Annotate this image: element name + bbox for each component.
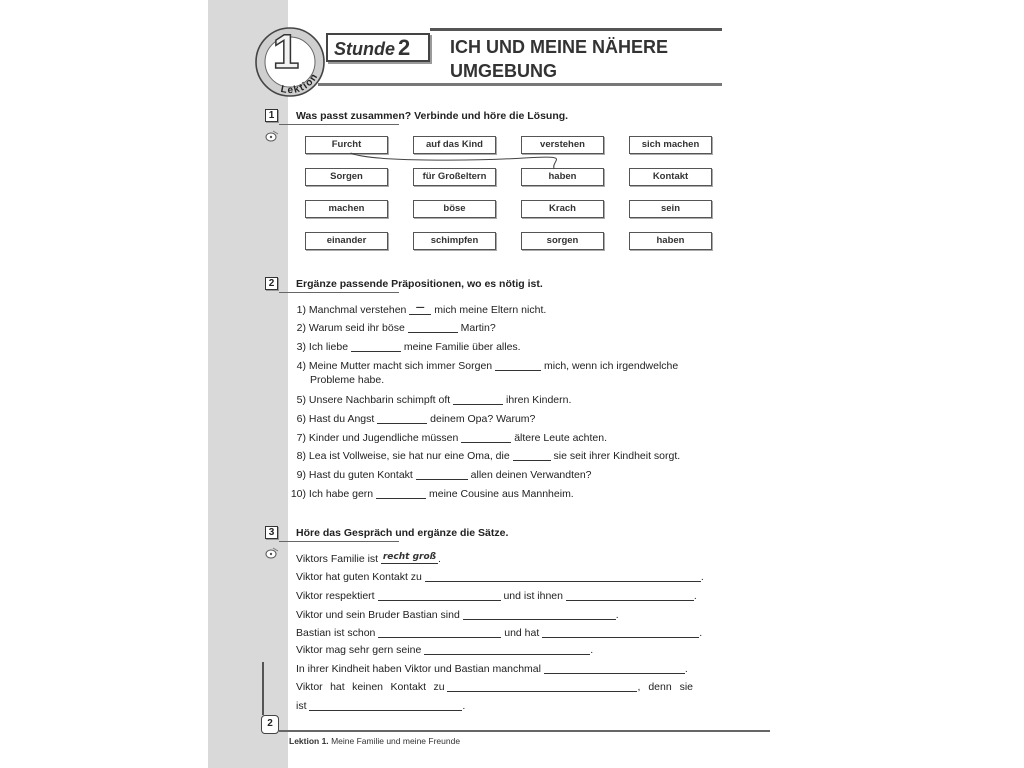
item-text-before: Hast du Angst bbox=[308, 413, 375, 425]
audio-disc-hole bbox=[270, 136, 272, 138]
header-bottom-rule bbox=[318, 83, 722, 86]
match-word-box: sich machen bbox=[629, 136, 712, 154]
item-text-after: ihren Kindern. bbox=[506, 394, 572, 406]
page-number: 2 bbox=[261, 715, 279, 734]
exercise3-sentence bbox=[296, 552, 441, 566]
answer-blank bbox=[461, 431, 511, 443]
item-text-before: Kinder und Jugendliche müssen bbox=[308, 432, 459, 444]
match-word-box: verstehen bbox=[521, 136, 604, 154]
exercise2-item bbox=[290, 359, 678, 373]
item-number: 8) bbox=[296, 450, 306, 462]
exercise2-instruction: Ergänze passende Präpositionen, wo es nötig ist. bbox=[296, 278, 543, 290]
item-text-before: Warum seid ihr böse bbox=[308, 322, 405, 334]
header-top-rule bbox=[430, 28, 722, 31]
sentence-text: Viktors Familie ist bbox=[296, 553, 379, 565]
match-word-box: Kontakt bbox=[629, 168, 712, 186]
exercise3-instruction: Höre das Gespräch und ergänze die Sätze. bbox=[296, 527, 509, 539]
answer-blank bbox=[447, 680, 637, 692]
item-text-before: Ich liebe bbox=[308, 341, 349, 353]
answer-blank bbox=[408, 321, 458, 333]
exercise3-heading-rule bbox=[279, 541, 399, 542]
sentence-end: , denn sie bbox=[637, 681, 694, 693]
sentence-end: . bbox=[590, 644, 594, 656]
answer-blank bbox=[378, 626, 501, 638]
footer-chapter: Meine Familie und meine Freunde bbox=[331, 736, 461, 746]
answer-blank bbox=[425, 570, 701, 582]
answer-blank bbox=[376, 487, 426, 499]
audio-cd-icon bbox=[265, 547, 279, 559]
matching-line bbox=[351, 153, 557, 169]
match-word-box: haben bbox=[629, 232, 712, 250]
sentence-text: Viktor und sein Bruder Bastian sind bbox=[296, 609, 460, 621]
item-number: 3) bbox=[296, 341, 306, 353]
match-word-box: Krach bbox=[521, 200, 604, 218]
answer-blank bbox=[495, 359, 541, 371]
match-word-box: sorgen bbox=[521, 232, 604, 250]
item-text-after: ältere Leute achten. bbox=[514, 432, 608, 444]
exercise2-item bbox=[290, 412, 535, 426]
sentence-text: Viktor mag sehr gern seine bbox=[296, 644, 422, 656]
item-text-after: allen deinen Verwandten? bbox=[470, 469, 592, 481]
sentence-end: . bbox=[615, 609, 619, 621]
stunde-number: 2 bbox=[398, 35, 411, 60]
exercise2-item bbox=[290, 393, 571, 407]
item-number: 2) bbox=[296, 322, 306, 334]
footer-lesson: Lektion 1. bbox=[289, 736, 329, 746]
sentence-end: . bbox=[700, 571, 704, 583]
sentence-end: . bbox=[438, 553, 441, 565]
item-text-before: Manchmal verstehen bbox=[308, 304, 407, 316]
exercise2-item bbox=[290, 303, 546, 317]
audio-cd-icon bbox=[265, 130, 279, 142]
answer-blank bbox=[453, 393, 503, 405]
item-number: 7) bbox=[296, 432, 306, 444]
item-number: 9) bbox=[296, 469, 306, 481]
match-word-box: Furcht bbox=[305, 136, 388, 154]
sentence-text: Viktor respektiert bbox=[296, 590, 375, 602]
lesson-word: Lektion bbox=[279, 71, 321, 97]
item-text-after: deinem Opa? Warum? bbox=[430, 413, 536, 425]
exercise2-item bbox=[290, 487, 574, 501]
item-text-after: mich, wenn ich irgendwelche bbox=[544, 360, 679, 372]
exercise2-item bbox=[290, 468, 592, 482]
match-word-box: auf das Kind bbox=[413, 136, 496, 154]
answer-blank bbox=[377, 412, 427, 424]
audio-disc-hole bbox=[270, 553, 272, 555]
answer-blank bbox=[309, 699, 462, 711]
exercise2-heading-rule bbox=[279, 292, 399, 293]
item-text-before: Hast du guten Kontakt bbox=[308, 469, 413, 481]
sentence-end: . bbox=[699, 627, 703, 639]
exercise3-sentence bbox=[296, 680, 693, 694]
exercise2-item bbox=[290, 449, 680, 463]
match-word-box: Sorgen bbox=[305, 168, 388, 186]
match-word-box: böse bbox=[413, 200, 496, 218]
item-text-after: meine Familie über alles. bbox=[403, 341, 521, 353]
item-number: 4) bbox=[296, 360, 306, 372]
exercise3-sentence bbox=[296, 699, 465, 713]
sentence-text: In ihrer Kindheit haben Viktor und Bastian manchmal bbox=[296, 663, 541, 675]
stunde-word: Stunde bbox=[334, 39, 395, 59]
sentence-text: Viktor hat keinen Kontakt zu bbox=[296, 681, 445, 693]
answer-blank bbox=[424, 643, 590, 655]
item-number: 1) bbox=[296, 304, 306, 316]
sentence-text-middle: und hat bbox=[504, 627, 540, 639]
exercise3-sentence bbox=[296, 589, 697, 603]
exercise1-instruction: Was passt zusammen? Verbinde und höre die Lösung. bbox=[296, 110, 569, 122]
answer-blank: recht groß bbox=[382, 552, 437, 562]
lesson-part-badge bbox=[326, 33, 430, 62]
exercise-number-box: 1 bbox=[265, 109, 278, 122]
page-title bbox=[450, 35, 668, 83]
item-text-before: Lea ist Vollweise, sie hat nur eine Oma, die bbox=[308, 450, 510, 462]
item-text-before: Unsere Nachbarin schimpft oft bbox=[308, 394, 451, 406]
item-number: 5) bbox=[296, 394, 306, 406]
answer-blank bbox=[378, 589, 501, 601]
lesson-number: 1 bbox=[272, 26, 300, 79]
footer-rule bbox=[279, 730, 770, 732]
exercise2-item bbox=[290, 431, 607, 445]
item-text-after: Martin? bbox=[460, 322, 496, 334]
item-number: 10) bbox=[290, 488, 306, 500]
sentence-end: . bbox=[693, 590, 697, 602]
item-text-before: Meine Mutter macht sich immer Sorgen bbox=[308, 360, 493, 372]
exercise3-sentence bbox=[296, 608, 619, 622]
exercise3-sentence bbox=[296, 662, 688, 676]
answer-blank bbox=[566, 589, 694, 601]
sentence-text: Viktor hat guten Kontakt zu bbox=[296, 571, 422, 583]
exercise3-sentence bbox=[296, 643, 593, 657]
exercise3-sentence bbox=[296, 570, 704, 584]
answer-blank bbox=[351, 340, 401, 352]
page-title-line-1: ICH UND MEINE NÄHERE bbox=[450, 37, 669, 57]
sentence-end: . bbox=[684, 663, 688, 675]
sentence-text: Bastian ist schon bbox=[296, 627, 376, 639]
lesson-emblem bbox=[253, 24, 327, 100]
match-word-box: für Großeltern bbox=[413, 168, 496, 186]
exercise2-item-continuation: Probleme habe. bbox=[310, 374, 385, 386]
answer-blank bbox=[416, 468, 468, 480]
match-word-box: machen bbox=[305, 200, 388, 218]
match-word-box: sein bbox=[629, 200, 712, 218]
exercise-number-box: 2 bbox=[265, 277, 278, 290]
sentence-text-middle: und ist ihnen bbox=[503, 590, 563, 602]
match-word-box: einander bbox=[305, 232, 388, 250]
exercise3-sentence bbox=[296, 626, 702, 640]
match-word-box: haben bbox=[521, 168, 604, 186]
footer-caption bbox=[289, 736, 460, 747]
exercise2-item bbox=[290, 340, 521, 354]
answer-blank bbox=[544, 662, 685, 674]
exercise2-item bbox=[290, 321, 496, 335]
page-title-line-2: UMGEBUNG bbox=[450, 61, 557, 81]
footer-vertical-rule bbox=[262, 662, 264, 715]
match-word-box: schimpfen bbox=[413, 232, 496, 250]
sentence-text: ist bbox=[296, 700, 307, 712]
answer-blank: — bbox=[409, 303, 431, 315]
exercise-number-box: 3 bbox=[265, 526, 278, 539]
answer-blank bbox=[542, 626, 699, 638]
answer-blank bbox=[463, 608, 616, 620]
item-text-after: meine Cousine aus Mannheim. bbox=[428, 488, 574, 500]
exercise1-heading-rule bbox=[279, 124, 399, 125]
item-text-after: sie seit ihrer Kindheit sorgt. bbox=[553, 450, 681, 462]
item-text-after: mich meine Eltern nicht. bbox=[434, 304, 547, 316]
item-number: 6) bbox=[296, 413, 306, 425]
answer-blank bbox=[513, 449, 551, 461]
item-text-before: Ich habe gern bbox=[308, 488, 374, 500]
sentence-end: . bbox=[462, 700, 466, 712]
